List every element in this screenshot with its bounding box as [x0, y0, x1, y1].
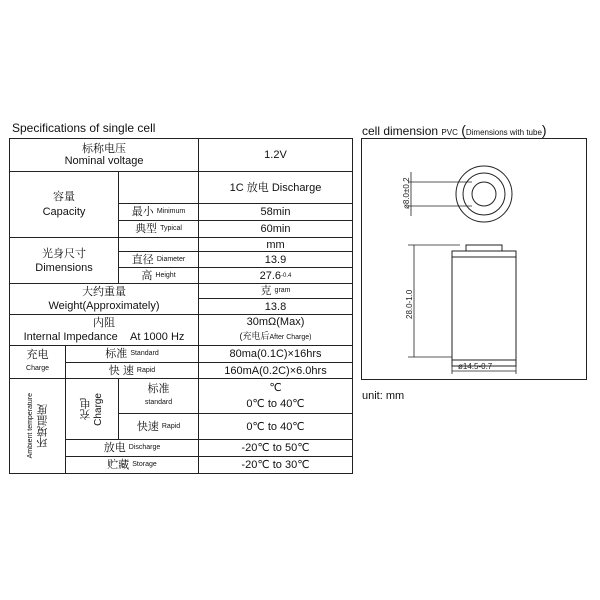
weight-cn: 大约重量	[82, 286, 126, 298]
ht-sup: -0.4	[281, 272, 292, 279]
dia-cn: 直径	[131, 253, 154, 266]
ambient-storage-value: -20℃ to 30℃	[198, 456, 353, 474]
ambient-std-en: standard	[144, 399, 173, 406]
ambient-unit: ℃	[269, 382, 282, 394]
paren-open: (	[461, 122, 466, 138]
dimensions-blank	[118, 237, 199, 252]
typ-cn: 典型	[135, 223, 158, 235]
weight-label	[9, 283, 199, 315]
ambient-rapid-label	[118, 413, 199, 440]
min-cn: 最小	[131, 206, 154, 218]
ambient-discharge-value: -20℃ to 50℃	[198, 439, 353, 457]
diameter-value: 13.9	[198, 251, 353, 268]
weight-unit	[198, 283, 353, 299]
min-en: Minimum	[156, 208, 186, 215]
nominal-value: 1.2V	[198, 138, 353, 172]
side-view	[408, 245, 516, 374]
ambient-label	[9, 378, 66, 474]
ambient-rapid-cn: 快速	[136, 420, 159, 433]
ambient-storage-label	[65, 456, 199, 474]
discharge-cn: 放电	[103, 442, 126, 454]
charge-std-value: 80ma(0.1C)×16hrs	[198, 345, 353, 363]
height-dim-label: 28.0-1.0	[405, 289, 414, 319]
impedance-note-cn: (充电后	[239, 331, 270, 341]
dia-dim-label: ø14.5-0.7	[458, 362, 493, 371]
capacity-en: Capacity	[42, 206, 86, 218]
dimensions-label	[9, 237, 119, 284]
top-dim-label: ø8.0±0.2	[402, 177, 411, 209]
charge-rapid-en: Rapid	[136, 366, 156, 374]
weight-unit-cn: 克	[260, 285, 272, 297]
top-view	[408, 166, 512, 222]
ambient-charge-cn: 充电	[79, 398, 92, 420]
cell-drawing	[362, 139, 586, 379]
spec-title: Specifications of single cell	[12, 121, 156, 135]
cell-drawing-frame	[361, 138, 587, 380]
ambient-std-val: 0℃ to 40℃	[246, 398, 305, 410]
impedance-note-en: After Charge)	[269, 334, 312, 341]
discharge-en: Discharge	[128, 444, 161, 451]
impedance-label	[9, 314, 199, 346]
impedance-value	[198, 314, 353, 346]
dimensions-en: Dimensions	[35, 261, 93, 274]
capacity-typ-label	[118, 220, 199, 238]
charge-rapid-value: 160mA(0.2C)×6.0hrs	[198, 362, 353, 379]
cell-dimension-title	[362, 122, 547, 138]
charge-rapid-label	[65, 362, 199, 379]
capacity-typ-value: 60min	[198, 220, 353, 238]
nominal-en: Nominal voltage	[64, 155, 144, 167]
unit-note: unit: mm	[362, 390, 405, 402]
weight-en: Weight(Approximately)	[48, 300, 160, 312]
charge-cn: 充电	[26, 349, 49, 361]
capacity-min-value: 58min	[198, 203, 353, 221]
charge-rapid-cn: 快 速	[108, 364, 134, 377]
impedance-cn: 内阻	[93, 317, 115, 329]
weight-value: 13.8	[198, 298, 353, 315]
capacity-min-label	[118, 203, 199, 221]
capacity-discharge: 1C 放电 Discharge	[198, 171, 353, 204]
cell-body	[452, 251, 516, 366]
paren-close: )	[541, 122, 547, 138]
storage-cn: 贮藏	[107, 459, 130, 471]
ambient-discharge-label	[65, 439, 199, 457]
ambient-cn: 环境温度	[36, 404, 49, 448]
ambient-rapid-value: 0℃ to 40℃	[198, 413, 353, 440]
diameter-label	[118, 251, 199, 268]
charge-std-cn: 标准	[105, 348, 128, 360]
capacity-cn: 容量	[53, 191, 75, 203]
charge-std-label	[65, 345, 199, 363]
charge-label	[9, 345, 66, 379]
capacity-label	[9, 171, 119, 238]
impedance-en: Internal Impedance	[23, 331, 118, 343]
cell-dimension-label: cell dimension	[362, 124, 439, 138]
ht-cn: 高	[141, 269, 153, 282]
ht-en: Height	[155, 271, 176, 279]
middle-circle	[463, 173, 505, 215]
impedance-freq: At 1000 Hz	[129, 331, 185, 343]
dimensions-cn: 光身尺寸	[42, 247, 86, 260]
storage-en: Storage	[132, 461, 157, 468]
weight-unit-en: gram	[274, 287, 291, 294]
charge-en: Charge	[26, 365, 49, 372]
ambient-en: Ambient temperature	[26, 393, 34, 459]
outer-circle	[456, 166, 512, 222]
ambient-std-value	[198, 378, 353, 414]
impedance-val: 30mΩ(Max)	[246, 316, 305, 328]
inner-circle	[472, 182, 496, 206]
charge-std-en: Standard	[130, 350, 159, 357]
ambient-charge-label	[65, 378, 119, 440]
pvc-label: PVC	[441, 128, 458, 137]
ambient-std-label	[118, 378, 199, 414]
typ-en: Typical	[160, 225, 182, 232]
nominal-cn: 标称电压	[82, 143, 126, 155]
ambient-std-cn: 标准	[147, 383, 170, 395]
tube-note: Dimensions with tube	[465, 128, 542, 137]
height-value	[198, 267, 353, 284]
ambient-rapid-en: Rapid	[161, 422, 181, 430]
dimensions-unit: mm	[198, 237, 353, 252]
nominal-label	[9, 138, 199, 172]
dia-en: Diameter	[156, 255, 186, 263]
cell-terminal	[466, 245, 502, 251]
ht-val: 27.6	[259, 269, 282, 282]
ambient-charge-en: Charge	[92, 392, 104, 426]
height-label	[118, 267, 199, 284]
capacity-blank	[118, 171, 199, 204]
